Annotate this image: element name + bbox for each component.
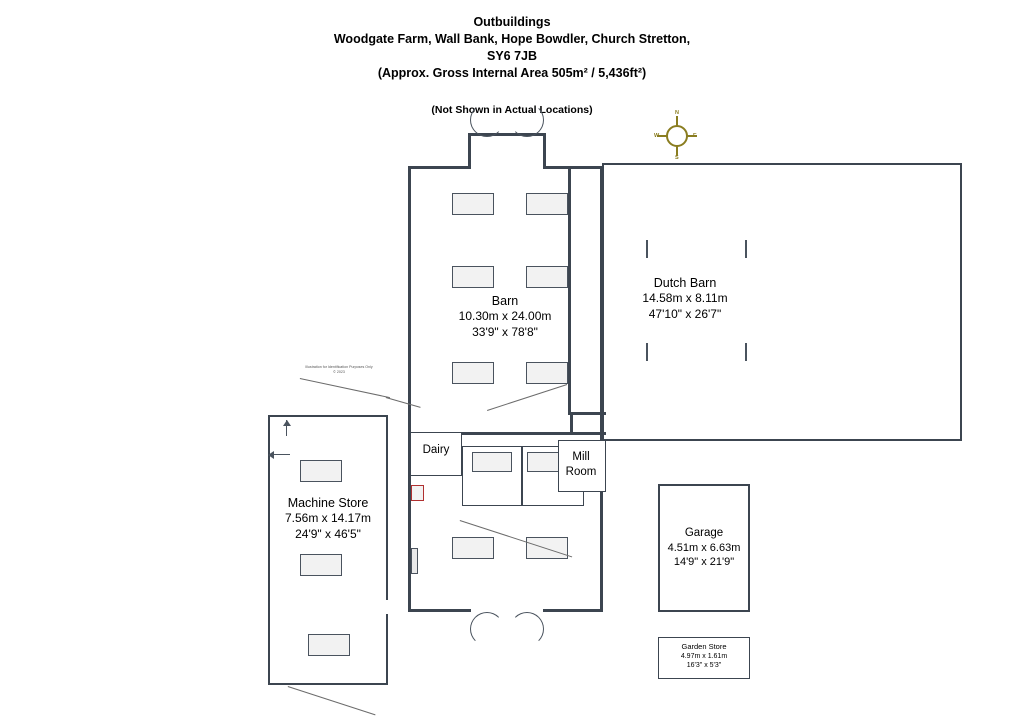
label-machine-store-metric: 7.56m x 14.17m	[284, 511, 372, 526]
label-dairy-name: Dairy	[422, 444, 450, 456]
barn-fixture-7	[452, 537, 494, 559]
mid-band-wall-right	[568, 412, 606, 415]
label-garage-metric: 4.51m x 6.63m	[667, 541, 741, 554]
barn-south-door-left-arc	[470, 612, 504, 646]
credit-note	[296, 365, 382, 376]
machine-store-arrow-left-head	[268, 451, 274, 459]
credit-line-1: Illustration for Identification Purposes Only	[305, 365, 373, 369]
label-barn-name: Barn	[491, 294, 519, 308]
label-garden-store-metric: 4.97m x 1.61m	[680, 652, 728, 660]
barn-fixture-6	[526, 362, 568, 384]
label-dutch-barn-name: Dutch Barn	[653, 276, 717, 290]
not-shown-note: (Not Shown in Actual Locations)	[431, 104, 593, 116]
label-barn	[420, 293, 590, 340]
label-dairy	[405, 443, 467, 458]
label-machine-store-name: Machine Store	[287, 496, 369, 510]
credit-line-2: © 2023	[333, 370, 345, 375]
barn-fixture-1	[452, 193, 494, 215]
label-dutch-barn-metric: 14.58m x 8.11m	[642, 291, 728, 306]
barn-fixture-2	[526, 193, 568, 215]
title-line-1: Outbuildings	[473, 15, 551, 29]
label-barn-metric: 10.30m x 24.00m	[458, 309, 552, 324]
barn-fixture-5	[452, 362, 494, 384]
room-barn[interactable]	[408, 166, 603, 612]
leader-line-5	[288, 686, 376, 715]
compass-icon	[654, 110, 699, 161]
dutch-barn-pier-4	[745, 343, 747, 361]
compass-label-n: N	[675, 110, 679, 116]
title-line-2: Woodgate Farm, Wall Bank, Hope Bowdler, Church Stretton,	[333, 31, 691, 46]
label-garden-store-imperial: 16'3" x 5'3"	[686, 661, 722, 669]
title-line-3: SY6 7JB	[486, 48, 538, 63]
compass-label-e: E	[693, 133, 697, 139]
machine-store-arrow-up-head	[283, 420, 291, 426]
page-title	[0, 14, 1024, 82]
mid-band-wall-right-stub	[570, 412, 573, 434]
machine-store-fixture-3	[308, 634, 350, 656]
label-mill-name: Mill	[572, 451, 590, 463]
dutch-barn-pier-2	[646, 343, 648, 361]
machine-store-fixture-1	[300, 460, 342, 482]
machine-store-fixture-2	[300, 554, 342, 576]
leader-line-2	[300, 378, 390, 398]
label-machine-store	[248, 495, 408, 542]
barn-north-door-right-arc	[510, 103, 544, 137]
barn-north-door-left-arc	[470, 103, 504, 137]
label-garage	[650, 526, 758, 570]
label-mill-room	[552, 450, 610, 480]
dutch-barn-pier-3	[745, 240, 747, 258]
middle-fixture-1	[472, 452, 512, 472]
compass-ring	[666, 125, 688, 147]
dutch-barn-pier-1	[646, 240, 648, 258]
label-dutch-barn-imperial: 47'10" x 26'7"	[648, 306, 722, 321]
label-dutch-barn	[600, 275, 770, 322]
label-garden-store	[650, 642, 758, 670]
label-mill-name-2: Room	[565, 465, 597, 478]
barn-wall-fitting	[411, 485, 424, 501]
label-garage-name: Garage	[684, 527, 724, 539]
label-machine-store-imperial: 24'9" x 46'5"	[295, 526, 361, 541]
compass-label-w: W	[654, 133, 660, 139]
compass-spoke-n	[676, 116, 678, 126]
barn-fixture-3	[452, 266, 494, 288]
machine-store-arrow-left-stem	[272, 454, 290, 455]
label-garden-store-name: Garden Store	[681, 642, 727, 651]
barn-fixture-4	[526, 266, 568, 288]
barn-internal-wall	[568, 168, 571, 412]
machine-store-opening	[386, 600, 390, 614]
barn-wall-duct	[411, 548, 418, 574]
label-barn-imperial: 33'9" x 78'8"	[472, 324, 538, 339]
barn-south-door-right-arc	[510, 612, 544, 646]
title-line-4: (Approx. Gross Internal Area 505m² / 5,436ft²)	[377, 65, 647, 80]
barn-north-threshold	[471, 163, 543, 171]
compass-label-s: S	[675, 155, 679, 161]
label-garage-imperial: 14'9" x 21'9"	[673, 556, 735, 569]
